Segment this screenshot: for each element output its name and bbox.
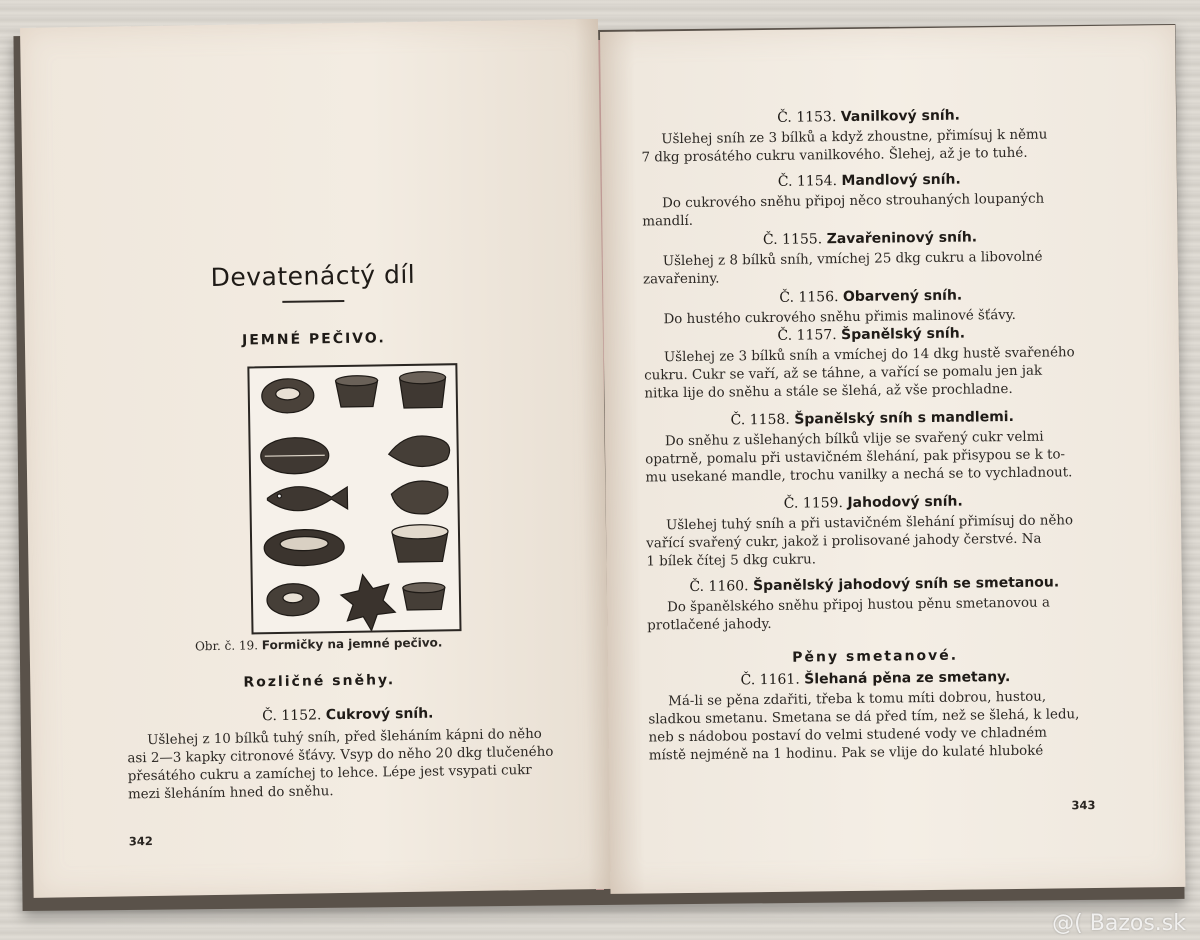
recipe-1159 bbox=[646, 492, 1102, 572]
recipe-heading bbox=[127, 703, 569, 726]
text-line: 7 dkg prosátého cukru vanilkového. Šlehej, až je to tuhé. bbox=[641, 145, 1028, 166]
chapter-title: Devatenáctý díl bbox=[210, 259, 416, 293]
recipe-1156 bbox=[643, 286, 1098, 330]
text-line: 1 bílek čítej 5 dkg cukru. bbox=[646, 552, 817, 570]
recipe-name: Obarvený sníh. bbox=[842, 287, 963, 306]
recipe-number: Č. 1152. bbox=[262, 707, 322, 725]
recipe-heading bbox=[643, 286, 1098, 308]
text-line: Má-li se pěna zdařiti, třeba k tomu míti dobrou, hustou, bbox=[668, 689, 1047, 710]
text-line: nitka lije do sněhu a stále se šlehá, až vše prochladne. bbox=[644, 381, 1013, 402]
text-line: místě nejméně na 1 hodinu. Pak se vlije do kulaté hluboké bbox=[648, 743, 1044, 764]
left-page bbox=[20, 19, 612, 898]
figure-caption-text: Formičky na jemné pečivo. bbox=[261, 635, 443, 653]
text-line: Ušlehej z 10 bílků tuhý sníh, před šleháním kápni do něho bbox=[147, 726, 542, 749]
recipe-number: Č. 1160. bbox=[689, 578, 749, 595]
text-line: mezi šleháním hned do sněhu. bbox=[127, 784, 334, 803]
recipe-text bbox=[127, 725, 570, 804]
recipe-name: Zavařeninový sníh. bbox=[826, 229, 978, 248]
recipe-heading bbox=[642, 228, 1097, 250]
recipe-heading bbox=[642, 170, 1097, 192]
recipe-heading bbox=[647, 574, 1102, 596]
recipe-1152 bbox=[127, 703, 570, 804]
text-line: Ušlehej sníh ze 3 bílků a když zhoustne, přimísuj k němu bbox=[661, 127, 1048, 148]
right-recipes bbox=[641, 106, 1104, 766]
text-line: přesátého cukru a zamíchej to lehce. Lépe jest vsypati cukr bbox=[127, 763, 532, 785]
recipe-heading bbox=[648, 668, 1103, 690]
text-line: neb s nádobou postaví do velmi studené vody ve chladném bbox=[648, 725, 1047, 746]
recipe-1157 bbox=[644, 324, 1100, 404]
baking-molds-illustration bbox=[247, 363, 461, 634]
text-line: Do cukrového sněhu připoj něco strouhaných loupaných bbox=[662, 191, 1045, 212]
recipe-1161 bbox=[648, 668, 1104, 766]
page-number-left: 342 bbox=[128, 834, 153, 849]
text-line: opatrně, pomalu při ustavičném šlehání, pak přisypou se k to- bbox=[645, 447, 1066, 468]
recipe-number: Č. 1159. bbox=[783, 495, 844, 512]
right-page bbox=[600, 25, 1185, 894]
recipe-name: Španělský sníh. bbox=[841, 325, 966, 344]
recipe-1155 bbox=[642, 228, 1098, 290]
recipe-1160 bbox=[647, 574, 1103, 636]
recipe-name: Jahodový sníh. bbox=[847, 493, 963, 512]
text-line: Do španělského sněhu připoj hustou pěnu smetanovou a bbox=[666, 595, 1050, 616]
text-line: Do hustého cukrového sněhu přimis malinové šťávy. bbox=[663, 307, 1016, 328]
recipe-1158 bbox=[645, 408, 1101, 488]
subsection-title: Rozličné sněhy. bbox=[243, 672, 396, 691]
figure-caption-prefix: Obr. č. 19. bbox=[194, 638, 259, 654]
recipe-name: Vanilkový sníh. bbox=[840, 107, 961, 126]
text-line: zavařeniny. bbox=[642, 271, 720, 288]
recipe-number: Č. 1158. bbox=[730, 411, 790, 429]
recipe-name: Mandlový sníh. bbox=[841, 171, 961, 190]
recipe-heading bbox=[646, 492, 1101, 514]
figure-caption bbox=[30, 633, 608, 656]
recipe-number: Č. 1156. bbox=[779, 289, 839, 306]
text-line: protlačené jahody. bbox=[647, 616, 772, 634]
recipe-number: Č. 1153. bbox=[777, 109, 837, 126]
recipe-number: Č. 1161. bbox=[740, 671, 800, 689]
recipe-name: Španělský sníh s mandlemi. bbox=[794, 408, 1014, 428]
text-line: asi 2—3 kapky citronové šťávy. Vsyp do něho 20 dkg tlučeného bbox=[127, 744, 554, 767]
watermark: @( Bazos.sk bbox=[1052, 911, 1186, 936]
recipe-number: Č. 1157. bbox=[777, 327, 837, 344]
recipe-number: Č. 1154. bbox=[777, 173, 838, 190]
title-rule bbox=[282, 300, 344, 303]
subsection-title: Pěny smetanové. bbox=[792, 647, 959, 666]
text-line: mandlí. bbox=[642, 213, 694, 230]
recipe-name: Šlehaná pěna ze smetany. bbox=[804, 669, 1011, 688]
text-line: cukru. Cukr se vaří, až se táhne, a vařící se pomalu jen jak bbox=[644, 363, 1043, 384]
text-line: Ušlehej tuhý sníh a při ustavičném šlehání přimísuj do něho bbox=[665, 513, 1074, 534]
text-line: Ušlehej ze 3 bílků sníh a vmíchej do 14 dkg hustě svařeného bbox=[663, 345, 1075, 366]
text-line: Ušlehej z 8 bílků sníh, vmíchej 25 dkg cukru a libovolné bbox=[662, 249, 1043, 270]
text-line: mu usekané mandle, trochu vanilky a nechá se to vychladnout. bbox=[645, 465, 1073, 486]
section-title: JEMNÉ PEČIVO. bbox=[241, 330, 386, 349]
text-line: Do sněhu z ušlehaných bílků vlije se svařený cukr velmi bbox=[664, 429, 1044, 450]
recipe-heading bbox=[645, 408, 1100, 430]
recipe-number: Č. 1155. bbox=[762, 231, 823, 249]
recipe-name: Španělský jahodový sníh se smetanou. bbox=[752, 574, 1060, 595]
recipe-1154 bbox=[642, 170, 1098, 232]
page-number-right: 343 bbox=[1071, 798, 1096, 813]
text-line: sladkou smetanu. Smetana se dá před tím, než se šlehá, k ledu, bbox=[648, 707, 1080, 728]
recipe-heading bbox=[641, 106, 1096, 128]
recipe-name: Cukrový sníh. bbox=[325, 705, 434, 724]
recipe-1153 bbox=[641, 106, 1097, 168]
text-line: vařící svařený cukr, jakož i prolisované jahody čerstvé. Na bbox=[646, 531, 1042, 552]
